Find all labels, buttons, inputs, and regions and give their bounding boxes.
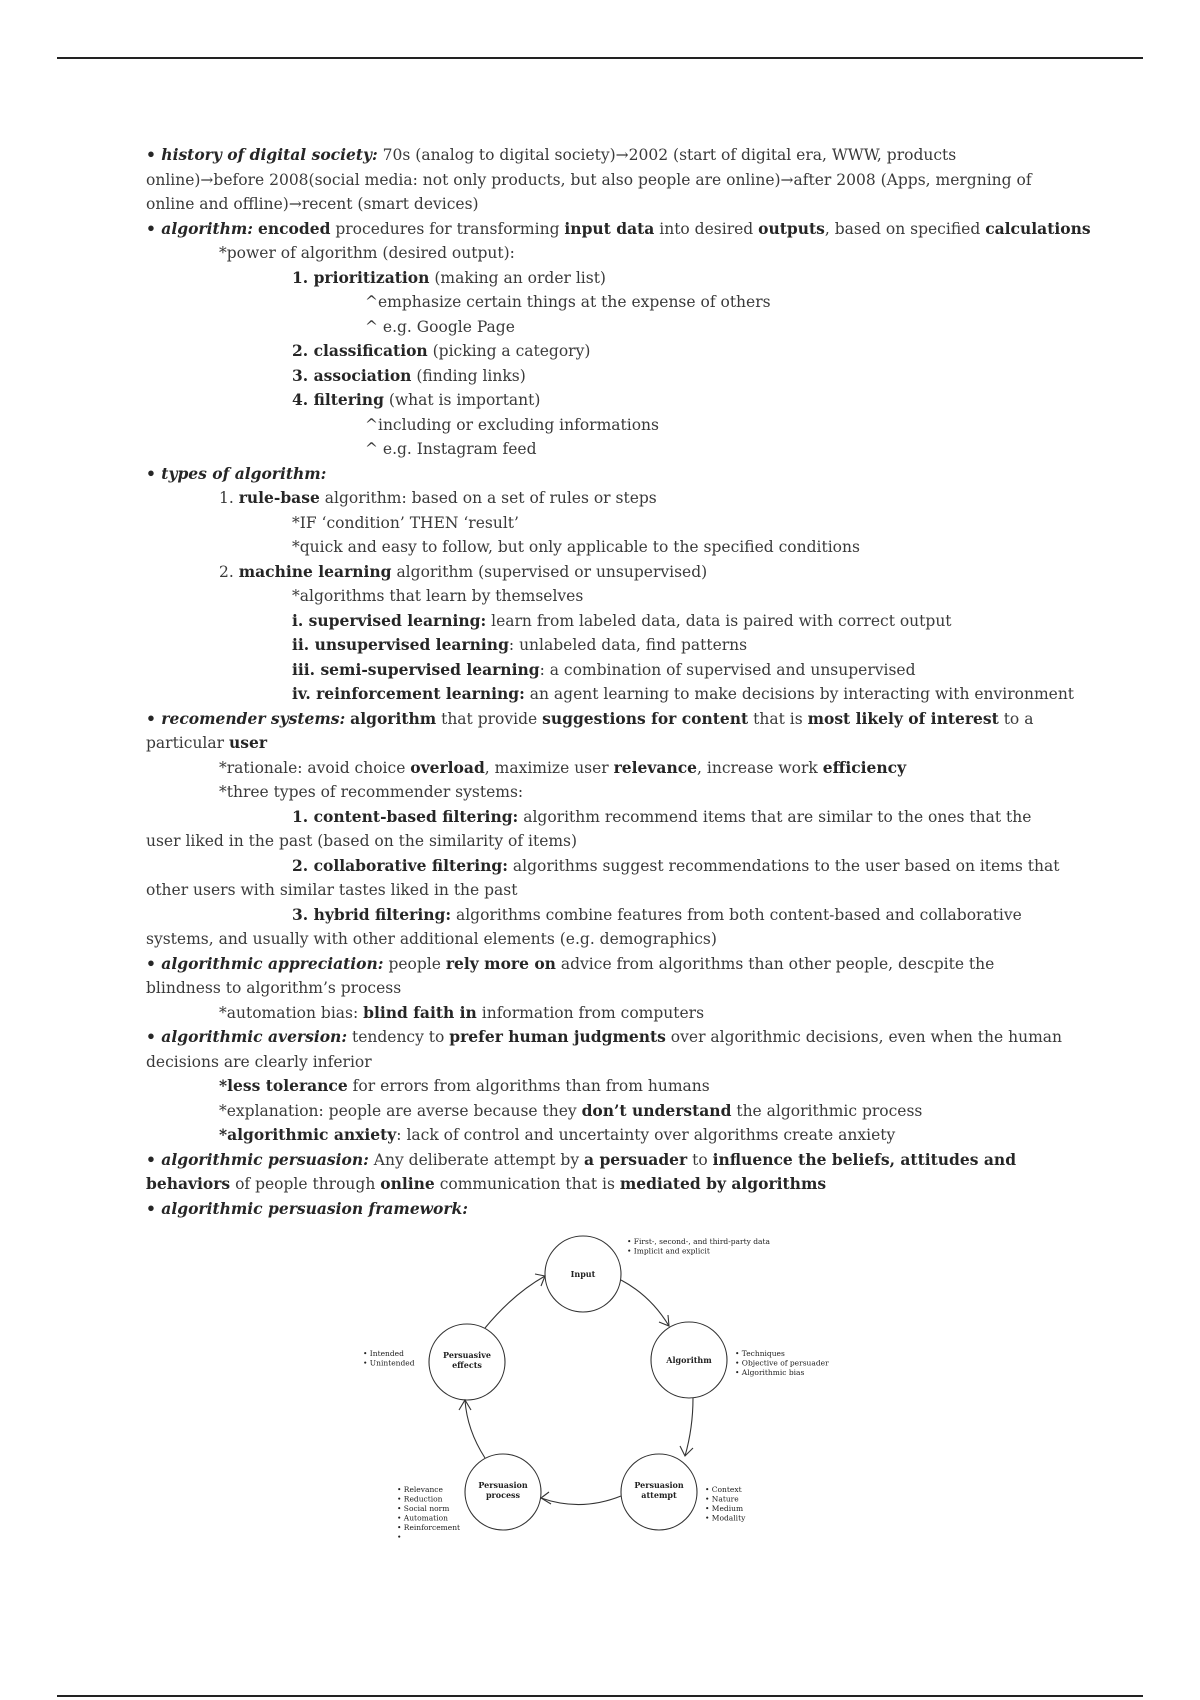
prioritization-note-1: ^emphasize certain things at the expense of others <box>365 293 771 311</box>
node-effects-label-2: effects <box>452 1360 482 1370</box>
rule-based-note-1: *IF ‘condition’ THEN ‘result’ <box>292 513 519 532</box>
attempt-bullets <box>705 1485 746 1523</box>
ml-semi-supervised: iii. semi-supervised learning: a combination of supervised and unsupervised <box>292 659 916 679</box>
recommender-definition: • recomender systems: algorithm that provide suggestions for content that is most likely of interest to a particular user <box>146 708 1034 752</box>
aversion-note-anxiety: *algorithmic anxiety: lack of control and uncertainty over algorithms create anxiety <box>219 1125 896 1144</box>
diagram-bullet-item: • Medium <box>705 1504 744 1513</box>
arrow-input-to-algorithm <box>621 1280 669 1326</box>
algorithm-definition: • algorithm: encoded procedures for transforming input data into desired outputs, based on specified calculations <box>146 218 1091 238</box>
algorithm-power-note: *power of algorithm (desired output): <box>219 244 515 262</box>
diagram-bullet-item: • Automation <box>397 1513 448 1523</box>
history-term: • history of digital society: <box>146 145 378 164</box>
node-process-label-2: process <box>485 1490 521 1500</box>
appreciation-definition: • algorithmic appreciation: people rely more on advice from algorithms than other people, descpite the blindness to algorithm’s process <box>146 953 995 997</box>
aversion-definition: • algorithmic aversion: tendency to prefer human judgments over algorithmic decisions, even when the human decisions are clearly inferior <box>146 1027 1063 1071</box>
recommender-types-note: *three types of recommender systems: <box>219 783 524 801</box>
power-item-classification: 2. classification (picking a category) <box>292 341 591 360</box>
filtering-note-1: ^including or excluding informations <box>365 415 659 434</box>
diagram-bullet-item: • <box>397 1532 402 1542</box>
persuasion-definition: • algorithmic persuasion: Any deliberate attempt by a persuader to influence the beliefs, attitudes and behaviors of people through online communication that is mediated by algorithms <box>146 1149 1017 1193</box>
diagram-bullet-item: • Techniques <box>735 1349 785 1358</box>
diagram-bullet-item: • First-, second-, and third-party data <box>627 1237 770 1246</box>
machine-learning-note: *algorithms that learn by themselves <box>292 587 584 605</box>
arrow-process-to-effects <box>465 1400 485 1458</box>
diagram-bullet-item: • Nature <box>705 1494 739 1504</box>
history-line-3: online and offline)→recent (smart devices) <box>146 195 479 213</box>
rule-based-note-2: *quick and easy to follow, but only applicable to the specified conditions <box>292 538 860 556</box>
aversion-note-tolerance: *less tolerance for errors from algorithms than from humans <box>219 1076 710 1095</box>
ml-supervised: i. supervised learning: learn from labeled data, data is paired with correct output <box>292 610 952 630</box>
ml-reinforcement: iv. reinforcement learning: an agent learning to make decisions by interacting with environment <box>292 684 1075 703</box>
node-process-label-1: Persuasion <box>478 1480 528 1490</box>
automation-bias-note: *automation bias: blind faith in information from computers <box>219 1002 705 1022</box>
node-effects-label-1: Persuasive <box>443 1350 491 1360</box>
recommender-content-based: 1. content-based filtering: algorithm recommend items that are similar to the ones that the user liked in the past (based on the similarity of items) <box>146 806 1032 850</box>
diagram-bullet-item: • Implicit and explicit <box>627 1246 710 1256</box>
diagram-bullet-item: • Unintended <box>363 1358 415 1368</box>
diagram-bullet-item: • Relevance <box>397 1485 443 1494</box>
node-algorithm-label: Algorithm <box>666 1355 712 1365</box>
diagram-bullet-item: • Modality <box>705 1513 746 1523</box>
node-attempt-label-1: Persuasion <box>634 1480 684 1490</box>
power-item-prioritization: 1. prioritization (making an order list) <box>292 267 606 287</box>
diagram-bullet-item: • Objective of persuader <box>735 1358 829 1368</box>
diagram-bullet-item: • Intended <box>363 1349 404 1358</box>
aversion-note-explanation: *explanation: people are averse because they don’t understand the algorithmic process <box>219 1100 923 1120</box>
diagram-bullet-item: • Reinforcement <box>397 1523 461 1532</box>
recommender-rationale: *rationale: avoid choice overload, maximize user relevance, increase work efficiency <box>219 757 907 777</box>
algorithm-bullets <box>735 1349 829 1377</box>
algorithm-term: • algorithm: <box>146 218 254 238</box>
diagram-bullet-item: • Social norm <box>397 1504 450 1513</box>
power-item-association: 3. association (finding links) <box>292 365 526 385</box>
type-rule-based: 1. rule-base algorithm: based on a set of rules or steps <box>219 488 657 507</box>
input-bullets <box>627 1237 771 1256</box>
diagram-bullet-item: • Context <box>705 1485 742 1494</box>
bottom-rule <box>57 1695 1143 1697</box>
framework-heading: • algorithmic persuasion framework: <box>146 1198 468 1218</box>
filtering-note-2: ^ e.g. Instagram feed <box>365 440 537 458</box>
recommender-collaborative: 2. collaborative filtering: algorithms suggest recommendations to the user based on items that other users with similar tastes liked in the past <box>146 855 1060 899</box>
type-machine-learning: 2. machine learning algorithm (supervised or unsupervised) <box>219 561 708 581</box>
diagram-bullet-item: • Algorithmic bias <box>735 1368 805 1377</box>
recommender-hybrid: 3. hybrid filtering: algorithms combine features from both content-based and collaborative systems, and usually with other additional elements (e.g. demographics) <box>146 904 1022 948</box>
node-attempt-label-2: attempt <box>641 1490 677 1500</box>
effects-bullets <box>363 1349 415 1368</box>
arrow-algorithm-to-attempt <box>685 1398 693 1456</box>
arrow-attempt-to-process <box>541 1496 621 1505</box>
history-line-2: online)→before 2008(social media: not only products, but also people are online)→after 2008 (Apps, mergning of <box>146 170 1032 189</box>
types-heading: • types of algorithm: <box>146 463 327 483</box>
node-input-label: Input <box>570 1269 596 1279</box>
diagram-bullet-item: • Reduction <box>397 1494 443 1504</box>
power-item-filtering: 4. filtering (what is important) <box>292 390 541 409</box>
process-bullets <box>397 1485 460 1542</box>
ml-unsupervised: ii. unsupervised learning: unlabeled data, find patterns <box>292 635 748 654</box>
page-content <box>146 143 1091 1221</box>
arrow-effects-to-input <box>485 1276 545 1328</box>
persuasion-framework-diagram <box>355 1232 845 1552</box>
top-rule <box>57 57 1143 59</box>
prioritization-note-2: ^ e.g. Google Page <box>365 317 515 336</box>
history-line-1: • history of digital society: 70s (analog to digital society)→2002 (start of digital era, WWW, products <box>146 145 957 164</box>
